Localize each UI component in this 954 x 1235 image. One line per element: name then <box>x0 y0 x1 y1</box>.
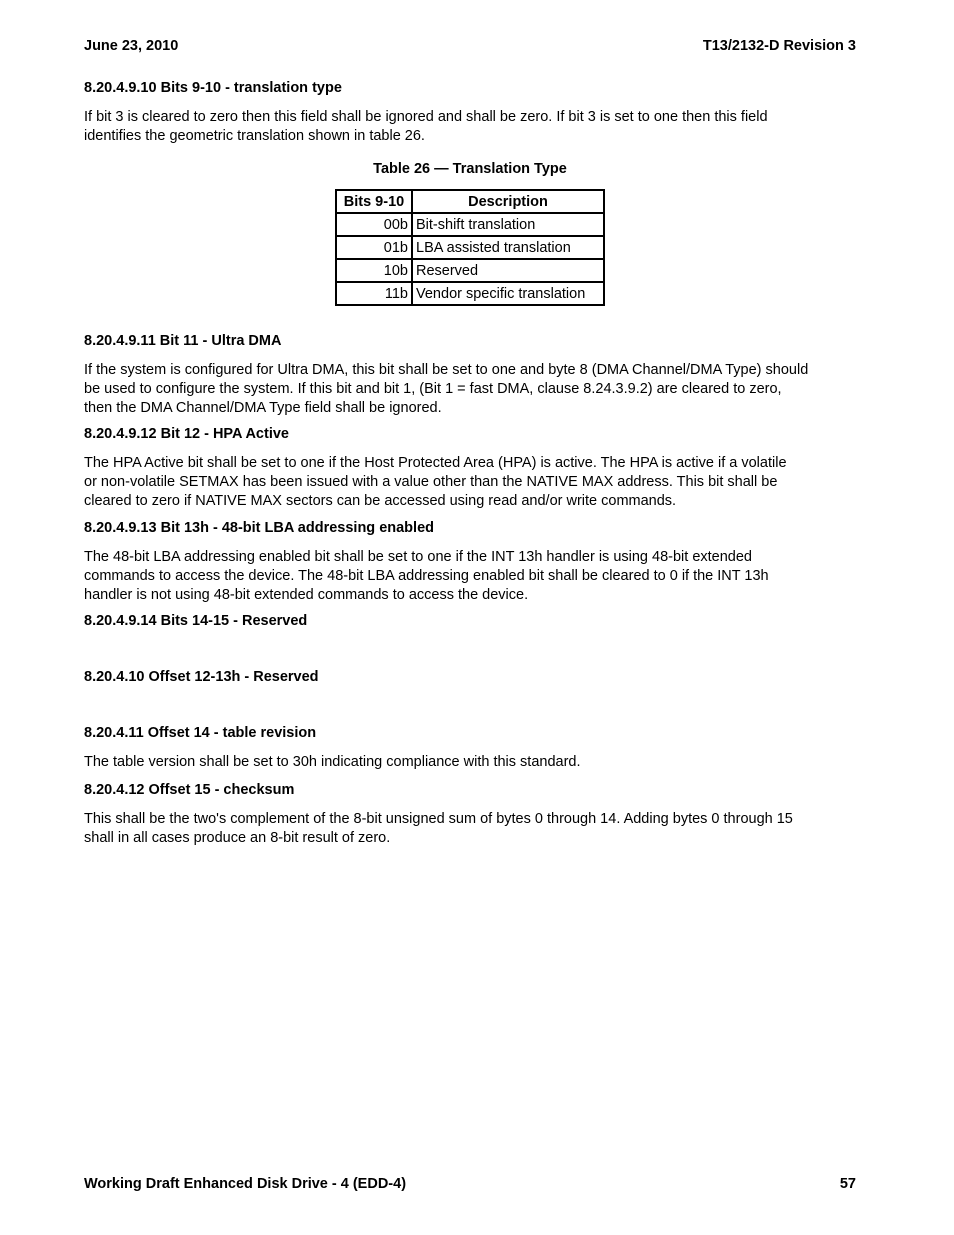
table-cell: Bit-shift translation <box>412 213 604 236</box>
translation-type-table <box>335 189 605 306</box>
page-header <box>84 38 856 58</box>
section-heading: 8.20.4.9.12 Bit 12 - HPA Active <box>84 426 289 442</box>
table-cell: 11b <box>336 282 412 305</box>
section-paragraph: If the system is configured for Ultra DMA, this bit shall be set to one and byte 8 (DMA Channel/DMA Type) should be used to configure the system. If this bit and bit 1, (Bit 1 = fast DMA, clause 8.24.3.9.2) are cleared to zero, then the DMA Channel/DMA Type field shall be ignored. <box>84 362 809 416</box>
section-heading: 8.20.4.9.14 Bits 14-15 - Reserved <box>84 613 308 629</box>
footer-title: Working Draft Enhanced Disk Drive - 4 (EDD-4) <box>84 1176 407 1192</box>
section-heading: 8.20.4.10 Offset 12-13h - Reserved <box>84 669 319 685</box>
table-caption: Table 26 — Translation Type <box>373 161 567 177</box>
column-header: Description <box>412 190 604 213</box>
section-paragraph: If bit 3 is cleared to zero then this field shall be ignored and shall be zero. If bit 3 is set to one then this field identifies the geometric translation shown in table 26. <box>84 109 768 144</box>
header-date: June 23, 2010 <box>84 38 179 54</box>
table-cell: 10b <box>336 259 412 282</box>
table-row <box>336 213 604 236</box>
table-row <box>336 259 604 282</box>
section-heading: 8.20.4.11 Offset 14 - table revision <box>84 725 317 741</box>
section-paragraph: The table version shall be set to 30h indicating compliance with this standard. <box>84 754 581 770</box>
page-footer <box>84 1176 856 1196</box>
table-header-row <box>336 190 604 213</box>
section-paragraph: This shall be the two's complement of the 8-bit unsigned sum of bytes 0 through 14. Adding bytes 0 through 15 shall in all cases produce an 8-bit result of zero. <box>84 811 793 846</box>
section-paragraph: The HPA Active bit shall be set to one if the Host Protected Area (HPA) is active. The HPA is active if a volatile or non-volatile SETMAX has been issued with a value other than the NATIVE MAX address. This bit shall be cleared to zero if NATIVE MAX sectors can be accessed using read and/or write commands. <box>84 455 787 509</box>
section-heading: 8.20.4.9.13 Bit 13h - 48-bit LBA addressing enabled <box>84 520 434 536</box>
section-heading: 8.20.4.9.11 Bit 11 - Ultra DMA <box>84 333 282 349</box>
table-cell: Vendor specific translation <box>412 282 604 305</box>
section-heading: 8.20.4.9.10 Bits 9-10 - translation type <box>84 80 342 96</box>
section-heading: 8.20.4.12 Offset 15 - checksum <box>84 782 295 798</box>
column-header: Bits 9-10 <box>336 190 412 213</box>
table-row <box>336 282 604 305</box>
table-cell: 01b <box>336 236 412 259</box>
table-row <box>336 236 604 259</box>
header-doc-id: T13/2132-D Revision 3 <box>702 38 856 54</box>
table-cell: LBA assisted translation <box>412 236 604 259</box>
table-cell: Reserved <box>412 259 604 282</box>
document-page <box>84 0 856 1235</box>
table-cell: 00b <box>336 213 412 236</box>
section-paragraph: The 48-bit LBA addressing enabled bit shall be set to one if the INT 13h handler is using 48-bit extended commands to access the device. The 48-bit LBA addressing enabled bit shall be cleared to 0 if the INT 13h handler is not using 48-bit extended commands to access the device. <box>84 549 769 603</box>
page-number: 57 <box>839 1176 856 1192</box>
